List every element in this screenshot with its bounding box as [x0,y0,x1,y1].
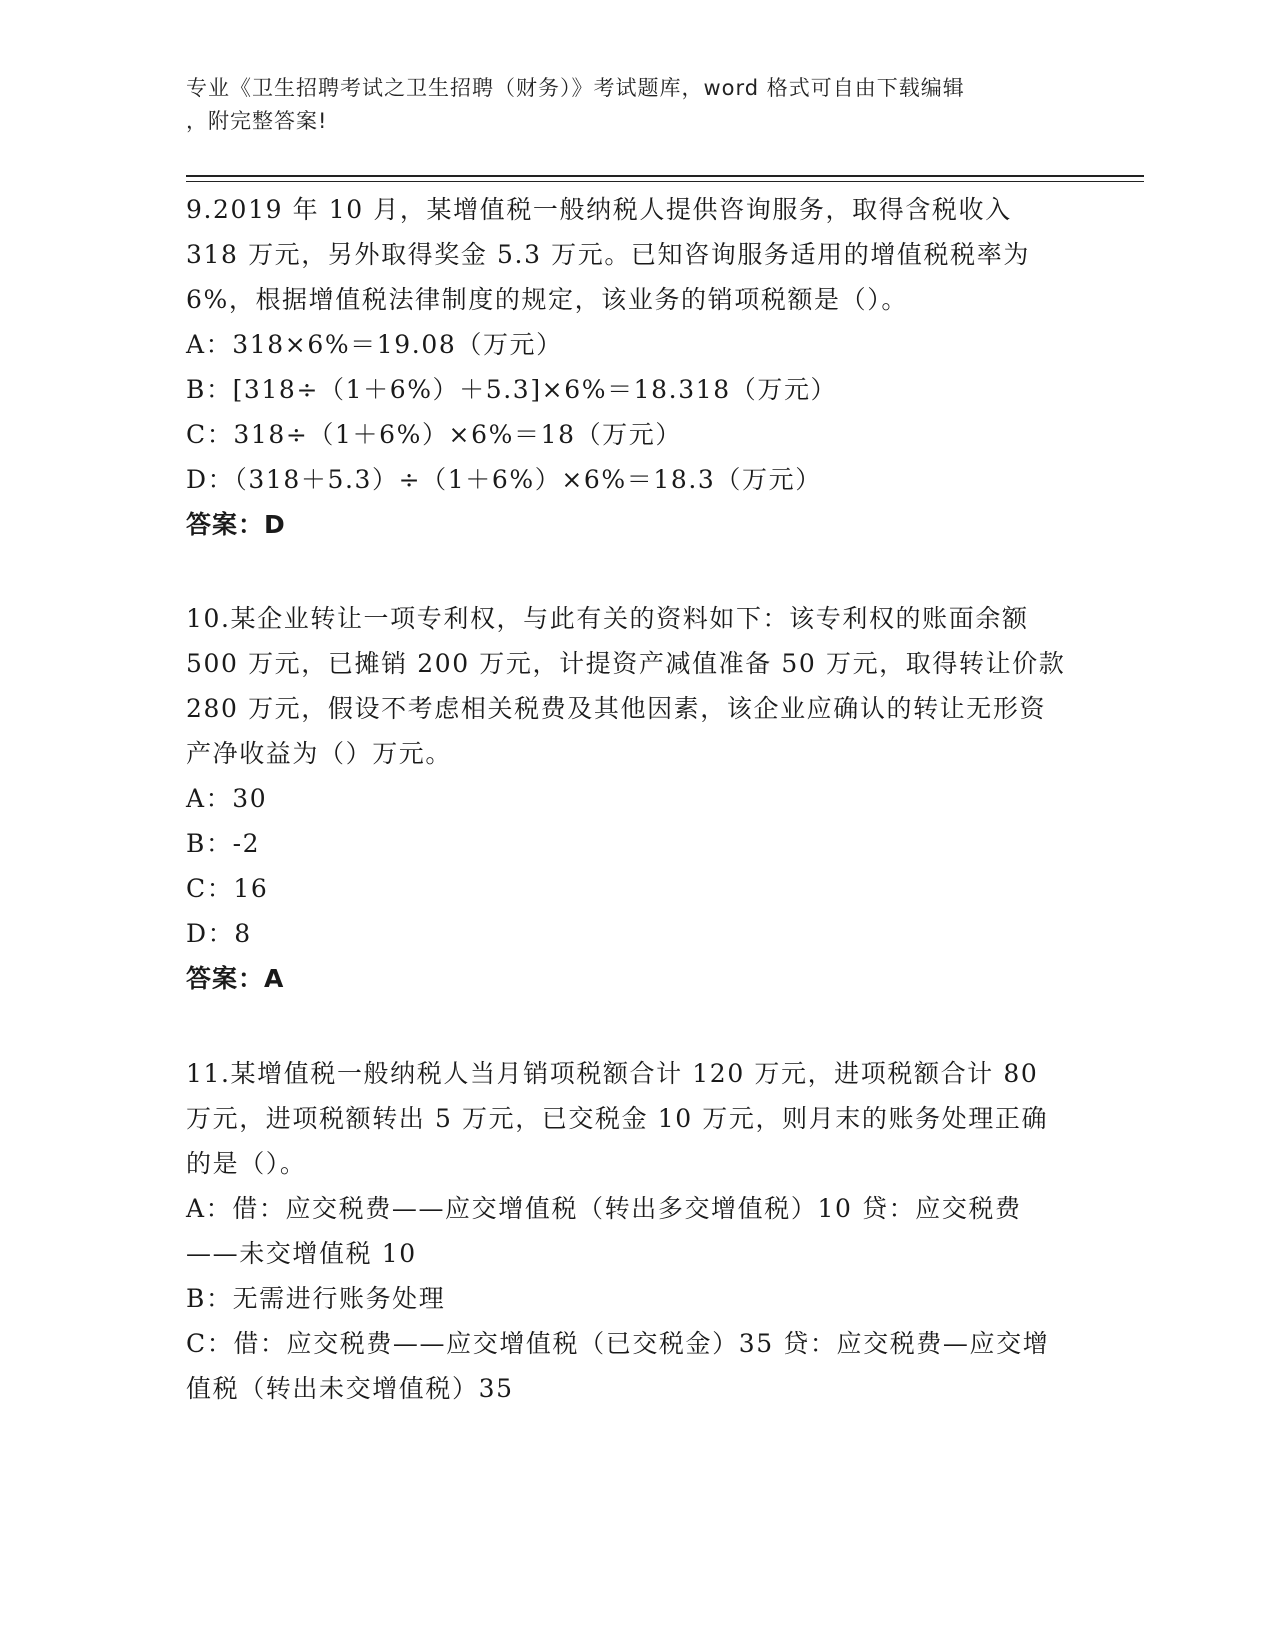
option-c: C：16 [186,874,269,903]
option-c: C：318÷（1＋6%）×6%＝18（万元） [186,420,682,449]
page-header [186,72,1066,138]
question-9 [186,187,1066,547]
answer-label: 答案：A [186,964,285,993]
question-11 [186,1051,1066,1411]
answer-label: 答案：D [186,510,286,539]
header-divider-thick [186,175,1144,177]
option-a: A：借：应交税费——应交增值税（转出多交增值税）10 贷：应交税费——未交增值税 10 [186,1194,1022,1268]
header-divider-thin [186,181,1144,182]
question-stem: 9.2019 年 10 月，某增值税一般纳税人提供咨询服务，取得含税收入 318 万元，另外取得奖金 5.3 万元。已知咨询服务适用的增值税税率为 6%，根据增值税法律制度的规定，该业务的销项税额是（）。 [186,195,1030,314]
option-d: D：8 [186,919,252,948]
question-stem: 11.某增值税一般纳税人当月销项税额合计 120 万元，进项税额合计 80 万元，进项税额转出 5 万元，已交税金 10 万元，则月末的账务处理正确的是（）。 [186,1059,1049,1178]
header-line-2: ，附完整答案! [186,109,328,133]
question-stem: 10.某企业转让一项专利权，与此有关的资料如下：该专利权的账面余额 500 万元，已摊销 200 万元，计提资产减值准备 50 万元，取得转让价款 280 万元，假设不考虑相关税费及其他因素，该企业应确认的转让无形资产净收益为（）万元。 [186,604,1066,768]
header-line-1: 专业《卫生招聘考试之卫生招聘（财务）》考试题库，word 格式可自由下载编辑 [186,76,965,100]
option-b: B：[318÷（1＋6%）＋5.3]×6%＝18.318（万元） [186,375,838,404]
question-10 [186,596,1066,1001]
option-d: D：（318＋5.3）÷（1＋6%）×6%＝18.3（万元） [186,465,822,494]
option-b: B：-2 [186,829,261,858]
option-a: A：30 [186,784,268,813]
option-c: C：借：应交税费——应交增值税（已交税金）35 贷：应交税费—应交增值税（转出未交增值税）35 [186,1329,1050,1403]
option-a: A：318×6%＝19.08（万元） [186,330,563,359]
option-b: B：无需进行账务处理 [186,1284,446,1313]
